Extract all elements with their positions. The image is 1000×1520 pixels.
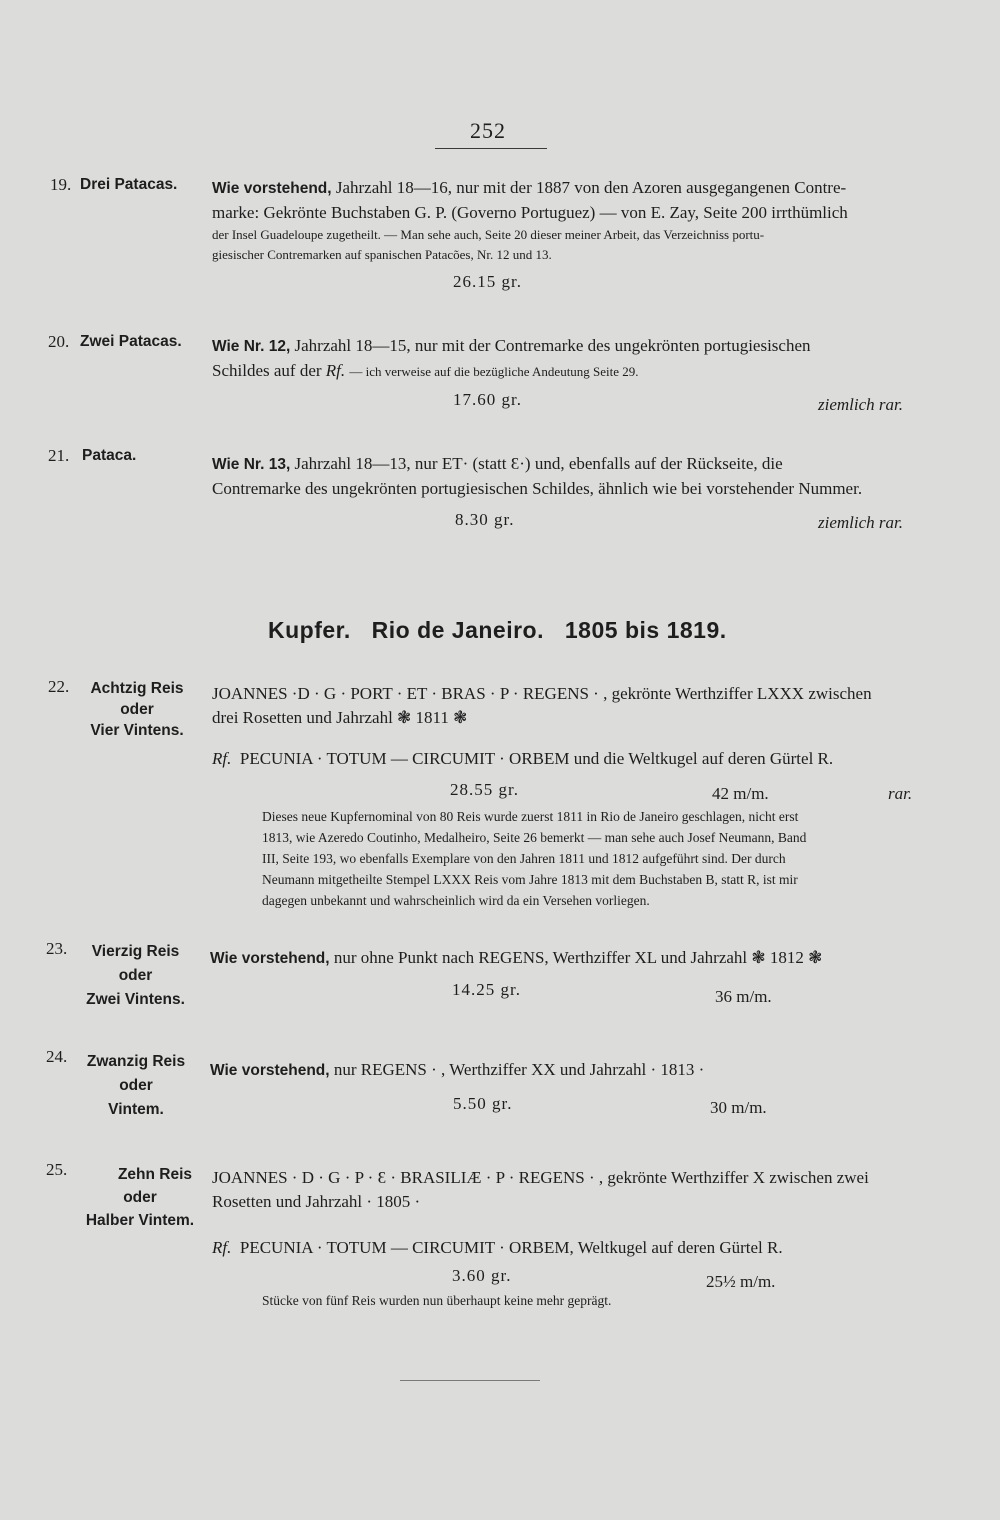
note-line: Neumann mitgetheilte Stempel LXXX Reis vom Jahre 1813 mit dem Buchstaben B, statt R, ist mir: [262, 872, 798, 887]
section-heading-place: Rio de Janeiro.: [371, 617, 544, 643]
entry-number: 19.: [50, 175, 72, 194]
rarity: ziemlich rar.: [818, 395, 903, 414]
entry-lead: Wie vorstehend,: [210, 950, 330, 967]
description-line: Contremarke des ungekrönten portugiesischen Schildes, ähnlich wie bei vorstehender Nummer.: [212, 479, 863, 498]
entry-label-line: oder: [118, 967, 153, 984]
end-rule: [400, 1380, 540, 1381]
reverse-mark: Rf.: [212, 749, 232, 768]
diameter: 42 m/m.: [712, 784, 769, 803]
entry-description: [212, 452, 937, 501]
weight: 8.30 gr.: [455, 510, 515, 529]
description-line: giesischer Contremarken auf spanischen Patacões, Nr. 12 und 13.: [212, 247, 552, 262]
note-line: III, Seite 193, wo ebenfalls Exemplare von den Jahren 1811 und 1812 aufgeführt sind. Der durch: [262, 851, 786, 866]
entry-label-line: Vier Vintens.: [90, 722, 184, 739]
entry-note: [262, 806, 942, 911]
description-line: drei Rosetten und Jahrzahl ❃ 1811 ❃: [212, 708, 468, 727]
description-line: Schildes auf der: [212, 361, 322, 380]
entry-label-line: Zwei Patacas.: [80, 333, 182, 350]
section-heading-years: 1805 bis 1819.: [564, 617, 727, 643]
entry-description: [212, 176, 937, 265]
entry-number: 20.: [48, 332, 70, 351]
weight: 3.60 gr.: [452, 1266, 512, 1285]
description-line: Rosetten und Jahrzahl · 1805 ·: [212, 1192, 421, 1211]
reverse-line: PECUNIA · TOTUM — CIRCUMIT · ORBEM, Weltkugel auf deren Gürtel R.: [239, 1238, 783, 1257]
entry-number: 22.: [48, 677, 70, 696]
entry-number: 23.: [46, 939, 68, 958]
description-line: JOANNES · D · G · P · Ɛ · BRASILIÆ · P · REGENS · , gekrönte Werthziffer X zwischen zwei: [212, 1168, 869, 1187]
description-line: — ich verweise auf die bezügliche Andeutung Seite 29.: [349, 364, 639, 379]
diameter: 25½ m/m.: [706, 1272, 776, 1291]
section-heading-metal: Kupfer.: [268, 617, 351, 643]
reverse-description: [212, 747, 937, 771]
description-line: JOANNES ·D · G · PORT · ET · BRAS · P · REGENS · , gekrönte Werthziffer LXXX zwischen: [212, 684, 872, 703]
description-line: Jahrzahl 18—16, nur mit der 1887 von den Azoren ausgegangenen Contre-: [335, 178, 847, 197]
note-line: 1813, wie Azeredo Coutinho, Medalheiro, Seite 26 bemerkt — man sehe auch Josef Neumann, Band: [262, 830, 807, 845]
description-line: Jahrzahl 18—13, nur ET· (statt Ɛ·) und, ebenfalls auf der Rückseite, die: [294, 454, 783, 473]
entry-label: [68, 940, 203, 1012]
diameter: 30 m/m.: [710, 1098, 767, 1117]
entry-label-line: Drei Patacas.: [80, 176, 178, 193]
entry-number: 25.: [46, 1160, 68, 1179]
reverse-mark: Rf.: [325, 361, 346, 380]
weight: 28.55 gr.: [450, 780, 519, 799]
entry-label-line: oder: [119, 1077, 153, 1094]
diameter: 36 m/m.: [715, 987, 772, 1006]
page-number-rule: [435, 148, 547, 149]
weight: 14.25 gr.: [452, 980, 521, 999]
description-line: nur ohne Punkt nach REGENS, Werthziffer XL und Jahrzahl ❃ 1812 ❃: [333, 948, 823, 967]
entry-lead: Wie vorstehend,: [210, 1062, 330, 1079]
entry-description: [212, 334, 937, 384]
reverse-line: PECUNIA · TOTUM — CIRCUMIT · ORBEM und die Weltkugel auf deren Gürtel R.: [239, 749, 834, 768]
description-line: der Insel Guadeloupe zugetheilt. — Man sehe auch, Seite 20 dieser meiner Arbeit, das Verzeichniss portu-: [212, 227, 765, 242]
entry-label-line: Zehn Reis: [117, 1166, 193, 1183]
entry-description: [210, 946, 935, 971]
entry-label: [80, 176, 177, 194]
entry-lead: Wie Nr. 12,: [212, 338, 291, 355]
entry-label: [72, 678, 202, 741]
entry-label: [80, 333, 182, 351]
entry-description: [212, 1166, 937, 1214]
entry-number: 21.: [48, 446, 70, 465]
rarity: ziemlich rar.: [818, 513, 903, 532]
weight: 5.50 gr.: [453, 1094, 513, 1113]
description-line: marke: Gekrönte Buchstaben G. P. (Governo Portuguez) — von E. Zay, Seite 200 irrthümlich: [212, 203, 848, 222]
entry-label-line: Vintem.: [108, 1101, 164, 1118]
reverse-description: [212, 1236, 937, 1260]
entry-label-line: Zwei Vintens.: [86, 991, 185, 1008]
entry-label: [70, 1163, 210, 1232]
entry-label-line: oder: [123, 1189, 157, 1206]
entry-label: [70, 1050, 202, 1122]
description-line: nur REGENS · , Werthziffer XX und Jahrzahl · 1813 ·: [333, 1060, 705, 1079]
closing-note: Stücke von fünf Reis wurden nun überhaupt keine mehr geprägt.: [262, 1293, 612, 1308]
note-line: Dieses neue Kupfernominal von 80 Reis wurde zuerst 1811 in Rio de Janeiro geschlagen, nicht erst: [262, 809, 799, 824]
description-line: Jahrzahl 18—15, nur mit der Contremarke des ungekrönten portugiesischen: [294, 336, 811, 355]
entry-label-line: oder: [120, 701, 154, 718]
entry-label-line: Pataca.: [82, 447, 137, 464]
section-heading: [268, 617, 741, 644]
rarity: rar.: [888, 784, 913, 803]
page-number: 252: [470, 118, 506, 143]
entry-lead: Wie vorstehend,: [212, 180, 332, 197]
note-line: dagegen unbekannt und wahrscheinlich wird da ein Versehen vorliegen.: [262, 893, 650, 908]
entry-label-line: Vierzig Reis: [91, 943, 180, 960]
entry-description: [210, 1058, 935, 1083]
weight: 26.15 gr.: [453, 272, 522, 291]
entry-number: 24.: [46, 1047, 68, 1066]
entry-label: [82, 447, 136, 465]
entry-lead: Wie Nr. 13,: [212, 456, 291, 473]
reverse-mark: Rf.: [212, 1238, 232, 1257]
entry-description: [212, 682, 937, 730]
entry-label-line: Halber Vintem.: [85, 1212, 195, 1229]
entry-label-line: Zwanzig Reis: [86, 1053, 186, 1070]
weight: 17.60 gr.: [453, 390, 522, 409]
entry-label-line: Achtzig Reis: [90, 680, 184, 697]
